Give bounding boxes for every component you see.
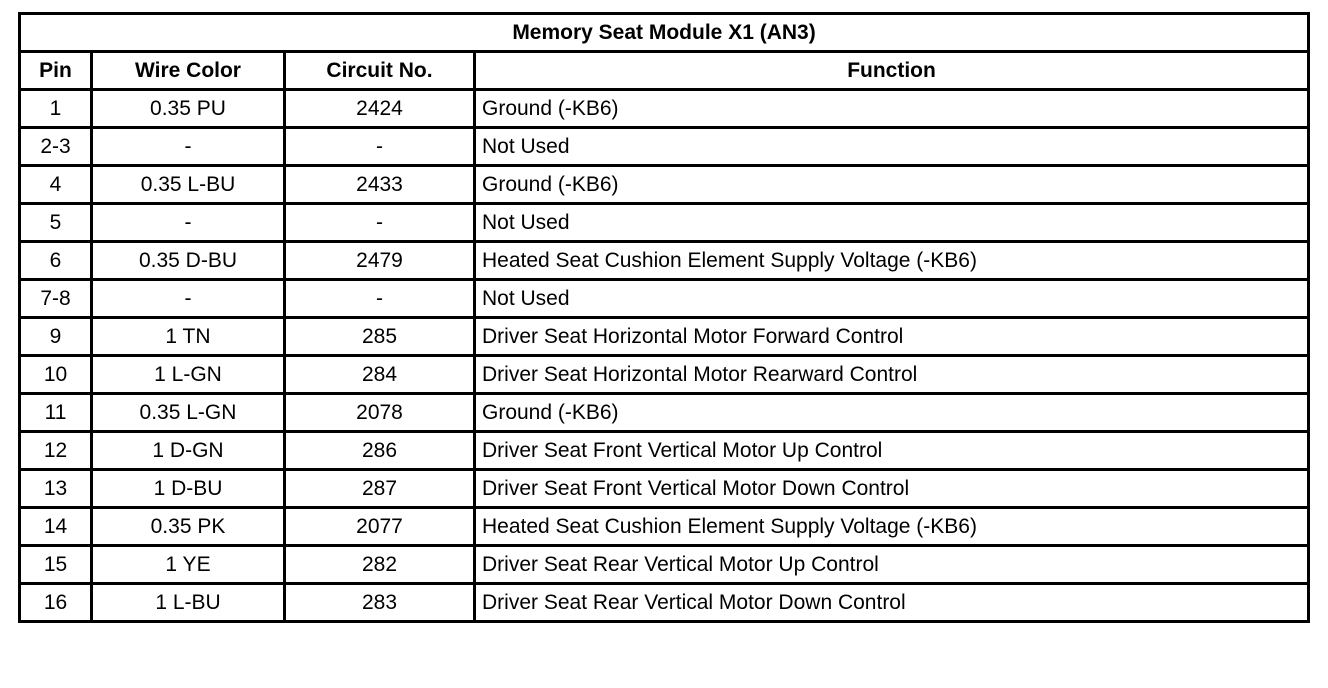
table-row: [20, 166, 1309, 204]
wire-color-cell: 0.35 PU: [92, 90, 285, 128]
column-header-circuit: Circuit No.: [285, 52, 475, 90]
pin-cell: 4: [20, 166, 92, 204]
pin-cell: 15: [20, 546, 92, 584]
table-row: [20, 432, 1309, 470]
pin-cell: 7-8: [20, 280, 92, 318]
circuit-cell: 287: [285, 470, 475, 508]
function-cell: Ground (-KB6): [475, 90, 1309, 128]
pin-cell: 1: [20, 90, 92, 128]
wire-color-cell: 1 L-BU: [92, 584, 285, 622]
table-row: [20, 242, 1309, 280]
circuit-cell: -: [285, 204, 475, 242]
wire-color-cell: -: [92, 128, 285, 166]
table-row: [20, 90, 1309, 128]
table-row: [20, 204, 1309, 242]
function-cell: Driver Seat Rear Vertical Motor Down Control: [475, 584, 1309, 622]
pin-cell: 6: [20, 242, 92, 280]
pin-cell: 5: [20, 204, 92, 242]
wire-color-cell: -: [92, 280, 285, 318]
function-cell: Driver Seat Front Vertical Motor Down Control: [475, 470, 1309, 508]
table-title-row: [20, 14, 1309, 52]
function-cell: Ground (-KB6): [475, 394, 1309, 432]
pin-cell: 13: [20, 470, 92, 508]
table-row: [20, 508, 1309, 546]
pin-cell: 16: [20, 584, 92, 622]
circuit-cell: 2077: [285, 508, 475, 546]
table-row: [20, 280, 1309, 318]
pin-cell: 10: [20, 356, 92, 394]
table-row: [20, 584, 1309, 622]
wire-color-cell: 1 TN: [92, 318, 285, 356]
wire-color-cell: 0.35 PK: [92, 508, 285, 546]
pin-cell: 9: [20, 318, 92, 356]
pin-cell: 12: [20, 432, 92, 470]
wire-color-cell: 0.35 L-BU: [92, 166, 285, 204]
table-row: [20, 394, 1309, 432]
column-header-function: Function: [475, 52, 1309, 90]
circuit-cell: 285: [285, 318, 475, 356]
connector-pinout-table: [18, 12, 1310, 623]
table-row: [20, 546, 1309, 584]
circuit-cell: 283: [285, 584, 475, 622]
function-cell: Heated Seat Cushion Element Supply Voltage (-KB6): [475, 242, 1309, 280]
pin-cell: 2-3: [20, 128, 92, 166]
wire-color-cell: 0.35 D-BU: [92, 242, 285, 280]
pin-cell: 14: [20, 508, 92, 546]
function-cell: Not Used: [475, 204, 1309, 242]
circuit-cell: 2078: [285, 394, 475, 432]
wire-color-cell: -: [92, 204, 285, 242]
function-cell: Driver Seat Horizontal Motor Forward Control: [475, 318, 1309, 356]
circuit-cell: -: [285, 128, 475, 166]
wire-color-cell: 1 L-GN: [92, 356, 285, 394]
circuit-cell: 286: [285, 432, 475, 470]
circuit-cell: 2424: [285, 90, 475, 128]
circuit-cell: 2479: [285, 242, 475, 280]
function-cell: Not Used: [475, 280, 1309, 318]
table-row: [20, 318, 1309, 356]
column-header-wire-color: Wire Color: [92, 52, 285, 90]
circuit-cell: -: [285, 280, 475, 318]
table-row: [20, 356, 1309, 394]
table-title: Memory Seat Module X1 (AN3): [20, 14, 1309, 52]
circuit-cell: 2433: [285, 166, 475, 204]
function-cell: Ground (-KB6): [475, 166, 1309, 204]
table-row: [20, 128, 1309, 166]
wire-color-cell: 1 D-GN: [92, 432, 285, 470]
function-cell: Driver Seat Front Vertical Motor Up Control: [475, 432, 1309, 470]
function-cell: Driver Seat Horizontal Motor Rearward Control: [475, 356, 1309, 394]
circuit-cell: 282: [285, 546, 475, 584]
circuit-cell: 284: [285, 356, 475, 394]
wire-color-cell: 0.35 L-GN: [92, 394, 285, 432]
table-header-row: [20, 52, 1309, 90]
wire-color-cell: 1 D-BU: [92, 470, 285, 508]
wire-color-cell: 1 YE: [92, 546, 285, 584]
function-cell: Heated Seat Cushion Element Supply Voltage (-KB6): [475, 508, 1309, 546]
pin-cell: 11: [20, 394, 92, 432]
function-cell: Driver Seat Rear Vertical Motor Up Control: [475, 546, 1309, 584]
function-cell: Not Used: [475, 128, 1309, 166]
table-row: [20, 470, 1309, 508]
column-header-pin: Pin: [20, 52, 92, 90]
